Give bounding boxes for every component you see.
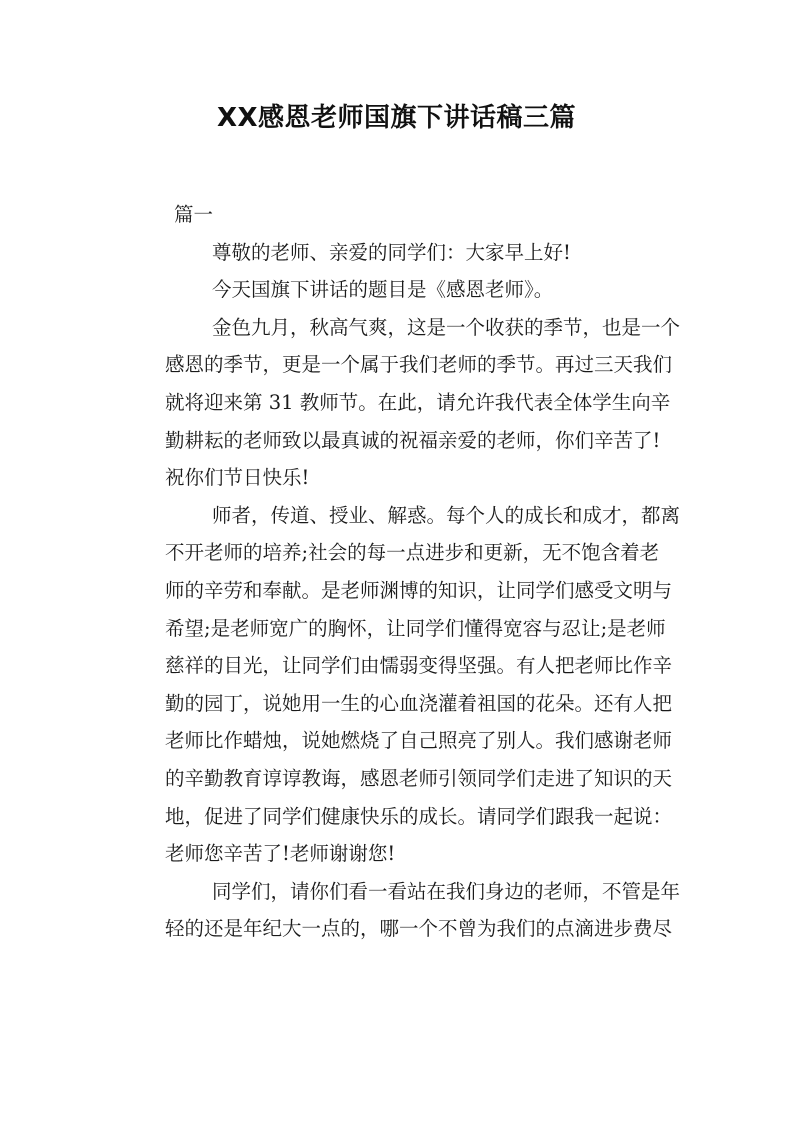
text-line: 老师比作蜡烛，说她燃烧了自己照亮了别人。我们感谢老师 xyxy=(165,729,673,753)
text-line: 祝你们节日快乐! xyxy=(165,466,310,490)
document-title: XX感恩老师国旗下讲话稿三篇 xyxy=(216,103,577,133)
text-line: 金色九月，秋高气爽，这是一个收获的季节，也是一个 xyxy=(212,315,681,339)
text-line: 地，促进了同学们健康快乐的成长。请同学们跟我一起说： xyxy=(165,804,673,828)
paragraph-look-at-teachers xyxy=(118,873,683,948)
text-line: 尊敬的老师、亲爱的同学们：大家早上好! xyxy=(212,240,571,264)
paragraph-topic xyxy=(118,271,683,309)
section-label: 篇一 xyxy=(174,203,214,226)
text-line: 勤耕耘的老师致以最真诚的祝福亲爱的老师，你们辛苦了! xyxy=(165,428,661,452)
text-line: 师者，传道、授业、解惑。每个人的成长和成才，都离 xyxy=(212,503,681,527)
text-line: 感恩的季节，更是一个属于我们老师的季节。再过三天我们 xyxy=(165,353,673,377)
text-line: 就将迎来第 31 教师节。在此，请允许我代表全体学生向辛 xyxy=(165,390,671,414)
text-line: 今天国旗下讲话的题目是《感恩老师》。 xyxy=(212,278,554,302)
text-line: 的辛勤教育谆谆教诲，感恩老师引领同学们走进了知识的天 xyxy=(165,766,673,790)
text-line: 老师您辛苦了!老师谢谢您! xyxy=(165,842,396,866)
text-line: 不开老师的培养;社会的每一点进步和更新，无不饱含着老 xyxy=(165,541,660,565)
paragraph-teacher-role xyxy=(118,497,683,873)
text-line: 同学们，请你们看一看站在我们身边的老师，不管是年 xyxy=(212,879,681,903)
paragraph-greeting xyxy=(118,234,683,272)
paragraph-teachers-day xyxy=(118,309,683,497)
text-line: 勤的园丁，说她用一生的心血浇灌着祖国的花朵。还有人把 xyxy=(165,691,673,715)
text-line: 师的辛劳和奉献。是老师渊博的知识，让同学们感受文明与 xyxy=(165,578,673,602)
text-line: 希望;是老师宽广的胸怀，让同学们懂得宽容与忍让;是老师 xyxy=(165,616,666,640)
text-line: 轻的还是年纪大一点的，哪一个不曾为我们的点滴进步费尽 xyxy=(165,917,673,941)
text-line: 慈祥的目光，让同学们由懦弱变得坚强。有人把老师比作辛 xyxy=(165,654,673,678)
document-body xyxy=(118,196,683,948)
